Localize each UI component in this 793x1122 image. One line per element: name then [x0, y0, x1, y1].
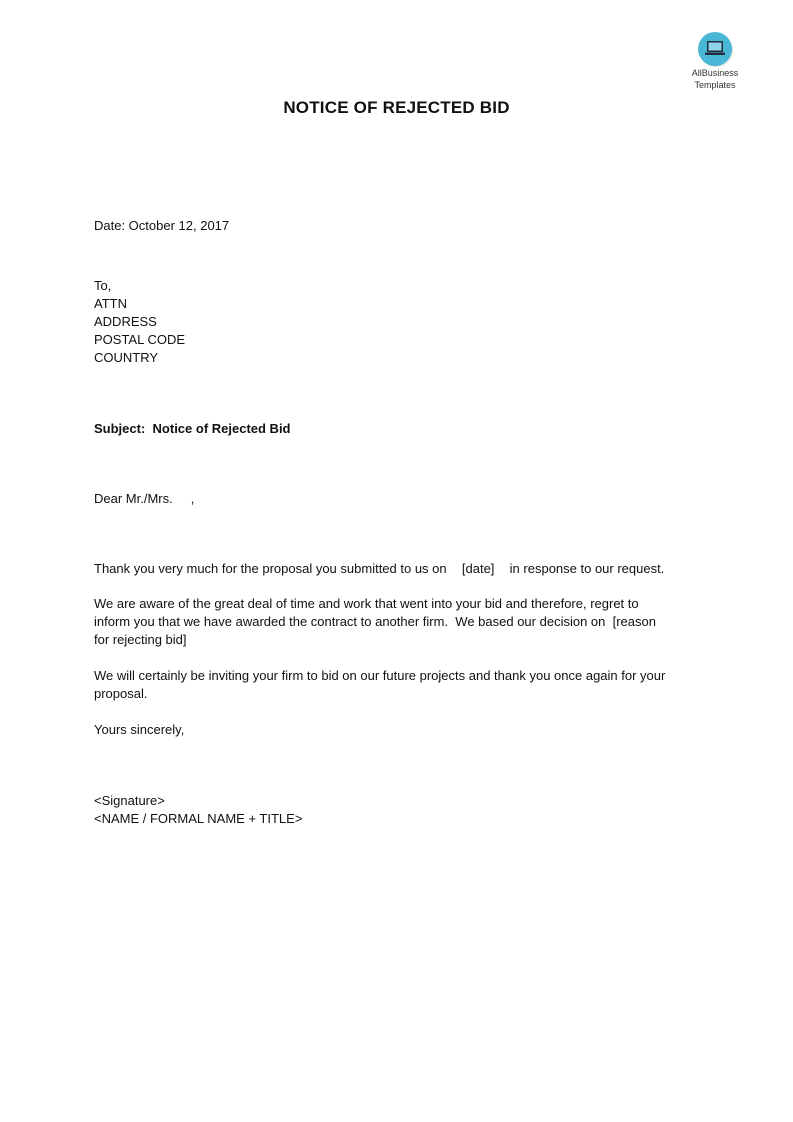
- subject-line: [94, 420, 291, 438]
- body-paragraph-1: [94, 560, 664, 578]
- salutation: Dear Mr./Mrs. ,: [94, 491, 195, 506]
- recipient-to: To,: [94, 278, 112, 293]
- subject-label: Subject:: [94, 421, 146, 436]
- closing: Yours sincerely,: [94, 722, 185, 737]
- allbusiness-templates-logo: [681, 32, 749, 90]
- recipient-postal-code: POSTAL CODE: [94, 332, 186, 347]
- signature-placeholder: <Signature>: [94, 793, 165, 808]
- logo-text-line2: Templates: [694, 80, 736, 90]
- p1-text-before: Thank you very much for the proposal you submitted to us on: [94, 561, 447, 576]
- body-paragraph-3-line-2: proposal.: [94, 686, 148, 701]
- body-paragraph-2-line-2: inform you that we have awarded the contract to another firm. We based our decision on [reason: [94, 614, 656, 629]
- body-paragraph-2-line-1: We are aware of the great deal of time and work that went into your bid and therefore, regret to: [94, 596, 639, 611]
- name-title-placeholder: <NAME / FORMAL NAME + TITLE>: [94, 811, 303, 826]
- recipient-address: ADDRESS: [94, 314, 157, 329]
- body-paragraph-3-line-1: We will certainly be inviting your firm to bid on our future projects and thank you once again for your: [94, 668, 666, 683]
- body-paragraph-2-line-3: for rejecting bid]: [94, 632, 187, 647]
- p1-date-placeholder: [date]: [461, 561, 495, 576]
- laptop-icon: [698, 32, 732, 66]
- page-title: NOTICE OF REJECTED BID: [283, 98, 510, 117]
- subject-value: Notice of Rejected Bid: [152, 421, 291, 436]
- recipient-country: COUNTRY: [94, 350, 159, 365]
- p1-text-after: in response to our request.: [509, 561, 665, 576]
- recipient-attn: ATTN: [94, 296, 127, 311]
- logo-text-line1: AllBusiness: [691, 68, 739, 78]
- date-line: Date: October 12, 2017: [94, 218, 230, 233]
